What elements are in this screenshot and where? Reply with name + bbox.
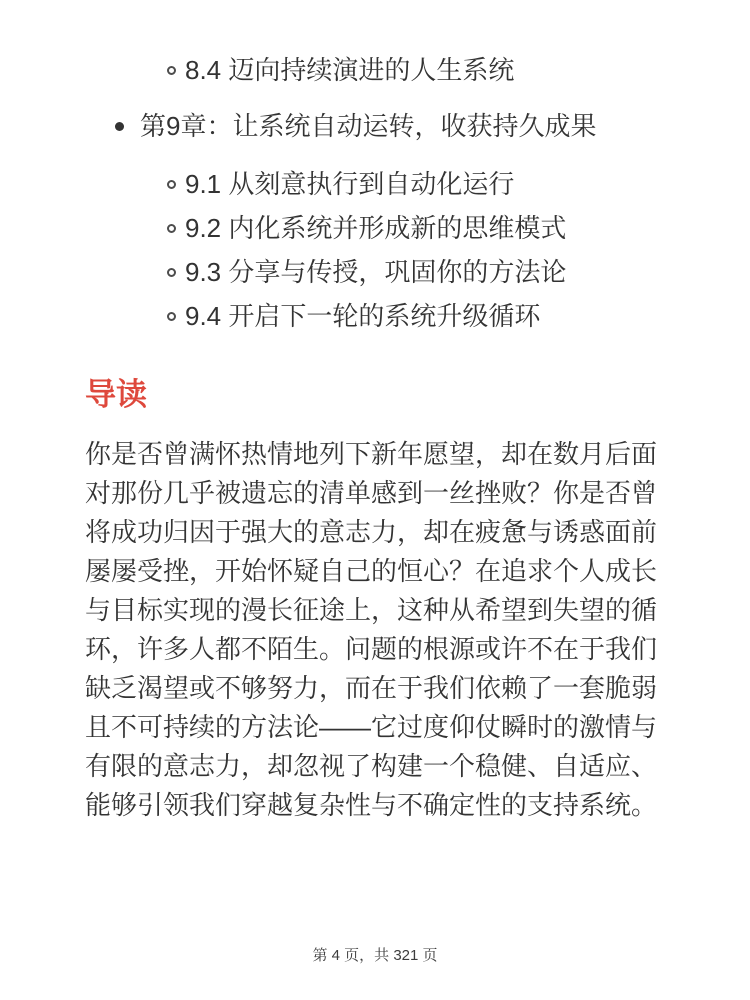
toc-item-label: 第9章：让系统自动运转，收获持久成果 <box>140 111 597 141</box>
circle-bullet-icon <box>167 66 176 75</box>
intro-paragraph: 你是否曾满怀热情地列下新年愿望，却在数月后面对那份几乎被遗忘的清单感到一丝挫败？你是否曾将成功归因于强大的意志力，却在疲惫与诱惑面前屡屡受挫，开始怀疑自己的恒心？在追求个人成长与目标实现的漫长征途上，这种从希望到失望的循环，许多人都不陌生。问题的根源或许不在于我们缺乏渴望或不够努力，而在于我们依赖了一套脆弱且不可持续的方法论——它过度仰仗瞬时的激情与有限的意志力，却忽视了构建一个稳健、自适应、能够引领我们穿越复杂性与不确定性的支持系统。 <box>85 439 658 820</box>
table-of-contents <box>0 0 750 333</box>
toc-item <box>0 299 750 333</box>
section-heading: 导读 <box>85 377 147 412</box>
circle-bullet-icon <box>167 268 176 277</box>
page-footer <box>0 944 750 965</box>
toc-item-label: 9.2 内化系统并形成新的思维模式 <box>185 213 567 243</box>
circle-bullet-icon <box>167 224 176 233</box>
page-number-label: 第 4 页，共 321 页 <box>312 947 438 964</box>
toc-item <box>0 109 750 143</box>
toc-item <box>0 211 750 245</box>
toc-item-label: 8.4 迈向持续演进的人生系统 <box>185 55 515 85</box>
toc-item-label: 9.4 开启下一轮的系统升级循环 <box>185 301 541 331</box>
toc-item-label: 9.1 从刻意执行到自动化运行 <box>185 169 515 199</box>
toc-item-label: 9.3 分享与传授，巩固你的方法论 <box>185 257 567 287</box>
toc-item <box>0 53 750 87</box>
toc-item <box>0 255 750 289</box>
circle-bullet-icon <box>167 180 176 189</box>
circle-bullet-icon <box>167 312 176 321</box>
toc-item <box>0 167 750 201</box>
disc-bullet-icon <box>115 122 124 131</box>
